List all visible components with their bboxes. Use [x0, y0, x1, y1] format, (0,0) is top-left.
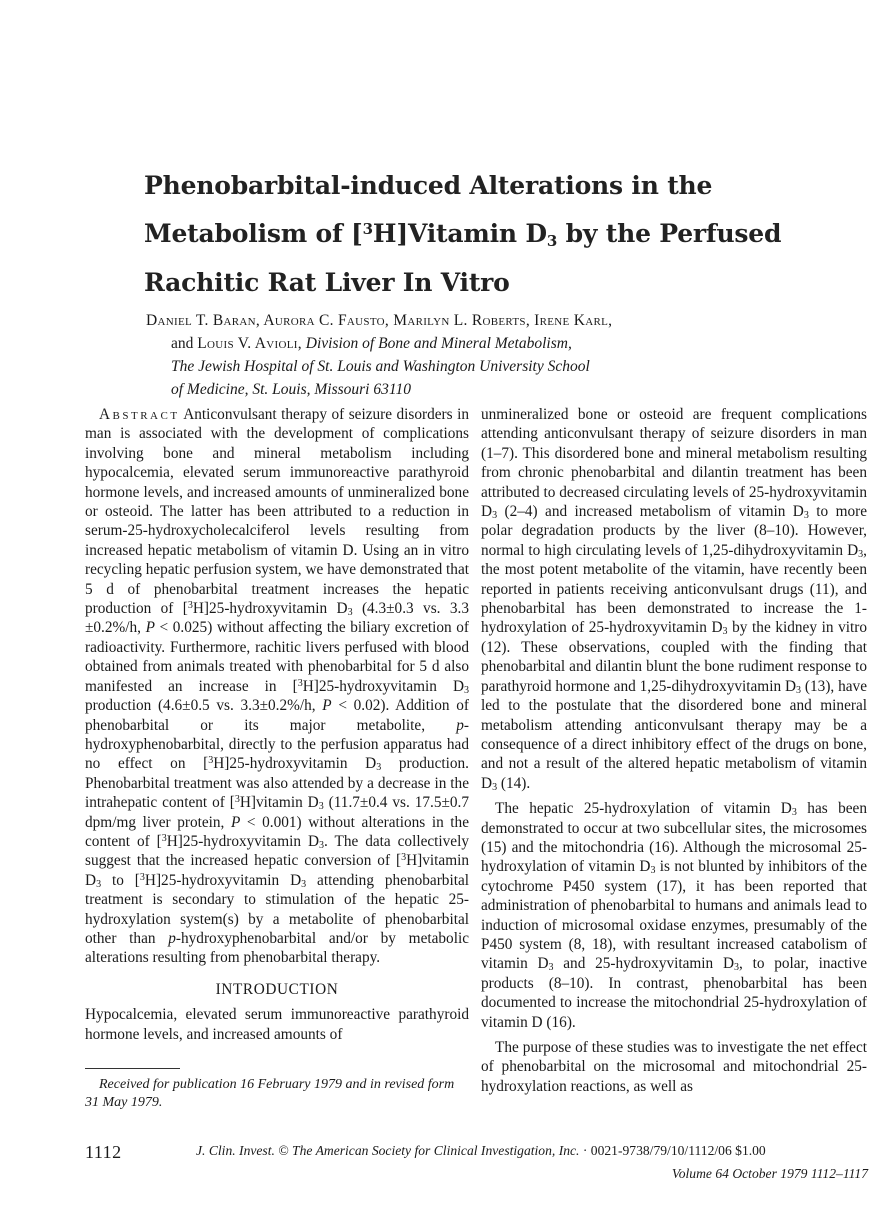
title-superscript: 3	[362, 219, 373, 238]
title-line-1: Phenobarbital-induced Alterations in the	[144, 171, 713, 200]
title-text: by the Perfused	[557, 218, 782, 248]
title-line-2	[144, 208, 844, 263]
footnote-rule	[85, 1068, 180, 1069]
journal-code: · 0021-9738/79/10/1112/06 $1.00	[579, 1143, 766, 1158]
intro-paragraph-2: The hepatic 25-hydroxylation of vitamin $D_3$ has been demonstrated to occur at two subcellular sites, the microsomes (15) and the mitochondria (16). Although the microsomal 25-hydroxylation of vitamin $D_3$ is not blunted by inhibitors of the cytochrome P450 system (17), it has been reported that administration of phenobarbital to humans and animals lead to induction of microsomal oxidase enzymes, presumably of the P450 system (8, 18), with resultant increased catabolism of vitamin $D_3$ and 25-hydroxyvitamin $D_3$, to polar, inactive products (8–10). In contrast, phenobarbital has been documented to increase the mitochondrial 25-hydroxylation of vitamin D (16).	[481, 800, 867, 1031]
author-block	[146, 309, 846, 401]
intro-paragraph: Hypocalcemia, elevated serum immunoreactive parathyroid hormone levels, and increased amounts of	[85, 1006, 469, 1043]
title-subscript: 3	[546, 231, 558, 250]
author-names: Daniel T. Baran, Aurora C. Fausto, Marilyn L. Roberts, Irene Karl,	[146, 312, 613, 329]
journal-name: J. Clin. Invest. © The American Society for Clinical Investigation, Inc.	[196, 1143, 580, 1158]
journal-citation	[196, 1143, 868, 1159]
volume-info: Volume 64 October 1979 1112–1117	[671, 1166, 868, 1181]
article-title	[144, 165, 844, 305]
author-line-2	[146, 332, 846, 355]
abstract-paragraph: Abstract Anticonvulsant therapy of seizure disorders in man is associated with the development of complications involving bone and mineral metabolism including hypocalcemia, elevated serum immunoreactive parathyroid hormone levels, and increased amounts of unmineralized bone or osteoid. The latter has been attributed to a reduction in serum-25-hydroxycholecalciferol levels resulting from increased hepatic metabolism of vitamin D. Using an in vitro recycling hepatic perfusion system, we have demonstrated that 5 d of phenobarbital treatment increases the hepatic production of [$^3$H]25-hydroxyvitamin $D_3$ (4.3±0.3 vs. 3.3 ±0.2%/h, P < 0.025) without affecting the biliary excretion of radioactivity. Furthermore, rachitic livers perfused with blood obtained from animals treated with phenobarbital for 5 d also manifested an increase in [$^3$H]25-hydroxyvitamin $D_3$ production (4.6±0.5 vs. 3.3±0.2%/h, P < 0.02). Addition of phenobarbital or its major metabolite, p-hydroxyphenobarbital, directly to the perfusion apparatus had no effect on [$^3$H]25-hydroxyvitamin $D_3$ production. Phenobarbital treatment was also attended by a decrease in the intrahepatic content of [$^3$H]vitamin $D_3$ (11.7±0.4 vs. 17.5±0.7 dpm/mg liver protein, P < 0.001) without alterations in the content of [$^3$H]25-hydroxyvitamin $D_3$. The data collectively suggest that the increased hepatic conversion of [$^3$H]vitamin $D_3$ to [$^3$H]25-hydroxyvitamin $D_3$ attending phenobarbital treatment is secondary to stimulation of the hepatic 25-hydroxylation system(s) by a metabolite of phenobarbital other than p-hydroxyphenobarbital and/or by metabolic alterations resulting from phenobarbital therapy.	[85, 406, 470, 967]
affiliation-text: Division of Bone and Mineral Metabolism,	[301, 335, 572, 352]
affiliation-line-1: The Jewish Hospital of St. Louis and Washington University School	[171, 358, 590, 375]
author-text: and	[171, 335, 198, 352]
received-footnote: Received for publication 16 February 1979 and in revised form 31 May 1979.	[85, 1077, 455, 1110]
intro-paragraph-continued: unmineralized bone or osteoid are frequent complications attending anticonvulsant therapy of seizure disorders in man (1–7). This disordered bone and mineral metabolism resulting from chronic phenobarbital and dilantin treatment has been attributed to decreased circulating levels of 25-hydroxyvitamin $D_3$ (2–4) and increased metabolism of vitamin $D_3$ to more polar degradation products by the liver (8–10). However, normal to high circulating levels of 1,25-dihydroxyvitamin $D_3$, the most potent metabolite of the vitamin, have recently been reported in patients receiving anticonvulsant drugs (11), and phenobarbital has been demonstrated to increase the 1-hydroxylation of 25-hydroxyvitamin $D_3$ by the kidney in vitro (12). These observations, coupled with the finding that phenobarbital and dilantin blunt the bone rudiment response to parathyroid hormone and 1,25-dihydroxyvitamin $D_3$ (13), have led to the postulate that the disordered bone and mineral metabolism attending anticonvulsant therapy may be a consequence of a direct inhibitory effect of the drugs on bone, and not a result of the altered hepatic metabolism of vitamin $D_3$ (14).	[481, 406, 868, 793]
title-text: H]Vitamin D	[372, 218, 547, 248]
page-number: 1112	[85, 1142, 122, 1162]
intro-paragraph-3: The purpose of these studies was to investigate the net effect of phenobarbital on the microsomal and mitochondrial 25-hydroxylation reactions, as well as	[481, 1039, 867, 1095]
section-heading-introduction: INTRODUCTION	[215, 980, 339, 998]
title-text: Metabolism of [	[144, 218, 363, 248]
right-column	[481, 405, 867, 1096]
author-name: Louis V. Avioli,	[197, 335, 302, 352]
title-line-3: Rachitic Rat Liver In Vitro	[144, 268, 510, 297]
left-column	[85, 405, 469, 1044]
affiliation-line-2: of Medicine, St. Louis, Missouri 63110	[171, 381, 411, 398]
abstract-label: Abstract	[99, 406, 180, 423]
